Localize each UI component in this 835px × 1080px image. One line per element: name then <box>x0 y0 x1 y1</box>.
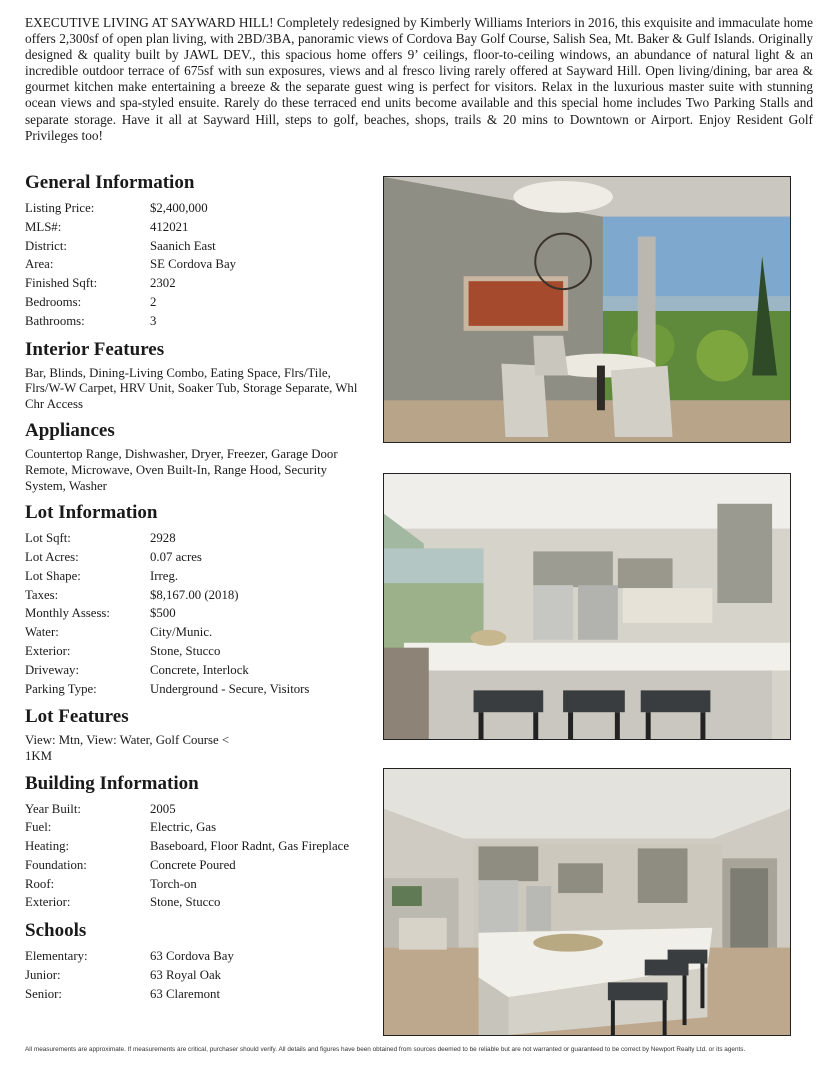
detail-row <box>25 255 370 274</box>
detail-row <box>25 680 370 699</box>
listing-details-column <box>25 172 370 1012</box>
general-information-section <box>25 172 370 331</box>
detail-label: Finished Sqft: <box>25 276 98 291</box>
detail-value: 2302 <box>150 276 176 291</box>
detail-value: 63 Cordova Bay <box>150 949 234 964</box>
dining-room-image <box>384 177 790 442</box>
appliances-text: Countertop Range, Dishwasher, Dryer, Freezer, Garage Door Remote, Microwave, Oven Built-In, Range Hood, Security System, Washer <box>25 447 338 493</box>
detail-row <box>25 893 370 912</box>
detail-label: Area: <box>25 257 54 272</box>
detail-row <box>25 529 370 548</box>
detail-label: Bathrooms: <box>25 313 85 328</box>
detail-label: Lot Sqft: <box>25 531 71 546</box>
section-heading: Lot Information <box>25 502 158 524</box>
detail-value: $500 <box>150 606 176 621</box>
detail-row <box>25 947 370 966</box>
detail-value: 2928 <box>150 531 176 546</box>
detail-label: MLS#: <box>25 219 62 234</box>
dining-room-photo <box>383 176 791 443</box>
detail-value: Stone, Stucco <box>150 895 221 910</box>
detail-label: Year Built: <box>25 801 81 816</box>
detail-row <box>25 218 370 237</box>
detail-label: Roof: <box>25 876 55 891</box>
detail-value: Torch-on <box>150 876 197 891</box>
detail-label: Senior: <box>25 986 62 1001</box>
detail-row <box>25 548 370 567</box>
detail-label: Parking Type: <box>25 681 97 696</box>
detail-label: Lot Acres: <box>25 549 79 564</box>
detail-label: Exterior: <box>25 895 71 910</box>
interior-features-text: Bar, Blinds, Dining-Living Combo, Eating Space, Flrs/Tile, Flrs/W-W Carpet, HRV Unit, Soaker Tub, Storage Separate, Whl Chr Access <box>25 365 358 411</box>
detail-row <box>25 661 370 680</box>
detail-value: Concrete, Interlock <box>150 662 249 677</box>
detail-row <box>25 199 370 218</box>
schools-section <box>25 920 370 1003</box>
detail-value: $2,400,000 <box>150 201 208 215</box>
detail-label: Driveway: <box>25 662 80 677</box>
detail-label: Monthly Assess: <box>25 606 110 621</box>
property-description: EXECUTIVE LIVING AT SAYWARD HILL! Completely redesigned by Kimberly Williams Interiors in 2016, this exquisite and immaculate home offers 2,300sf of open plan living, with 2BD/3BA, panoramic views of Cordova Bay Golf Course, Salish Sea, Mt. Baker & Gulf Islands. Originally designed & quality built by JAWL DEV., this spacious home offers 9’ ceilings, floor-to-ceiling windows, an abundance of natural light & an incredible outdoor terrace of 675sf with sun exposures, views and al fresco living rarely offered at Sayward Hill. Open living/dining, bar area & gourmet kitchen make entertaining a breeze & the separate guest wing is perfect for visitors. Relax in the luxurious master suite with stunning ocean views and spa-styled ensuite. Rarely do these terraced end units become available and this special home includes Two Parking Stalls and separate storage. Have it all at Sayward Hill, steps to golf, beaches, shops, trails & 20 mins to Downtown or Airport. Enjoy Resident Golf Privileges too! <box>25 15 813 143</box>
detail-value: $8,167.00 (2018) <box>150 587 239 602</box>
detail-row <box>25 623 370 642</box>
detail-label: Water: <box>25 625 59 640</box>
interior-features-section <box>25 339 370 413</box>
detail-value: 0.07 acres <box>150 549 202 564</box>
detail-row <box>25 586 370 605</box>
detail-value: Electric, Gas <box>150 820 217 835</box>
detail-row <box>25 604 370 623</box>
detail-row <box>25 642 370 661</box>
detail-value: SE Cordova Bay <box>150 257 237 272</box>
section-heading: Schools <box>25 920 87 942</box>
detail-row <box>25 875 370 894</box>
lot-features-line: View: Mtn, View: Water, Golf Course < <box>25 733 230 748</box>
detail-label: Lot Shape: <box>25 568 81 583</box>
detail-row <box>25 237 370 256</box>
detail-label: Bedrooms: <box>25 294 82 309</box>
kitchen-image <box>384 474 790 739</box>
detail-value: 412021 <box>150 219 189 234</box>
section-heading: General Information <box>25 172 195 193</box>
detail-row <box>25 312 370 331</box>
section-heading: Interior Features <box>25 338 165 360</box>
detail-row <box>25 837 370 856</box>
disclaimer-footer: All measurements are approximate. If measurements are critical, purchaser should verify. All details and figures have been obtained from sources deemed to be reliable but are not warranted or guaranteed to be correct by Newport Realty Ltd. or its agents. <box>25 1046 746 1053</box>
detail-row <box>25 856 370 875</box>
appliances-section <box>25 420 370 494</box>
open-kitchen-image <box>384 769 790 1035</box>
detail-label: Elementary: <box>25 949 88 964</box>
detail-value: Stone, Stucco <box>150 643 221 658</box>
detail-value: 63 Claremont <box>150 986 221 1001</box>
detail-value: Concrete Poured <box>150 857 236 872</box>
lot-features-section <box>25 706 370 764</box>
detail-value: 2005 <box>150 801 176 816</box>
detail-label: Exterior: <box>25 643 71 658</box>
detail-row <box>25 985 370 1004</box>
detail-label: District: <box>25 238 67 253</box>
detail-row <box>25 274 370 293</box>
detail-label: Listing Price: <box>25 201 95 215</box>
detail-label: Heating: <box>25 839 70 854</box>
detail-value: Irreg. <box>150 568 179 583</box>
kitchen-photo <box>383 473 791 740</box>
detail-value: Baseboard, Floor Radnt, Gas Fireplace <box>150 839 350 854</box>
detail-row <box>25 293 370 312</box>
detail-row <box>25 567 370 586</box>
detail-row <box>25 800 370 819</box>
detail-row <box>25 966 370 985</box>
detail-label: Taxes: <box>25 587 59 602</box>
detail-value: Saanich East <box>150 238 216 253</box>
building-information-section <box>25 773 370 913</box>
section-heading: Appliances <box>25 420 115 442</box>
detail-value: City/Munic. <box>150 625 213 640</box>
detail-row <box>25 818 370 837</box>
detail-value: 2 <box>150 294 157 309</box>
detail-value: 63 Royal Oak <box>150 968 222 983</box>
detail-label: Fuel: <box>25 820 52 835</box>
lot-features-line: 1KM <box>25 748 53 763</box>
lot-information-section <box>25 502 370 698</box>
section-heading: Lot Features <box>25 706 129 728</box>
section-heading: Building Information <box>25 772 199 794</box>
detail-label: Junior: <box>25 968 61 983</box>
detail-value: 3 <box>150 313 157 328</box>
open-kitchen-photo <box>383 768 791 1036</box>
detail-value: Underground - Secure, Visitors <box>150 681 310 696</box>
detail-label: Foundation: <box>25 857 87 872</box>
